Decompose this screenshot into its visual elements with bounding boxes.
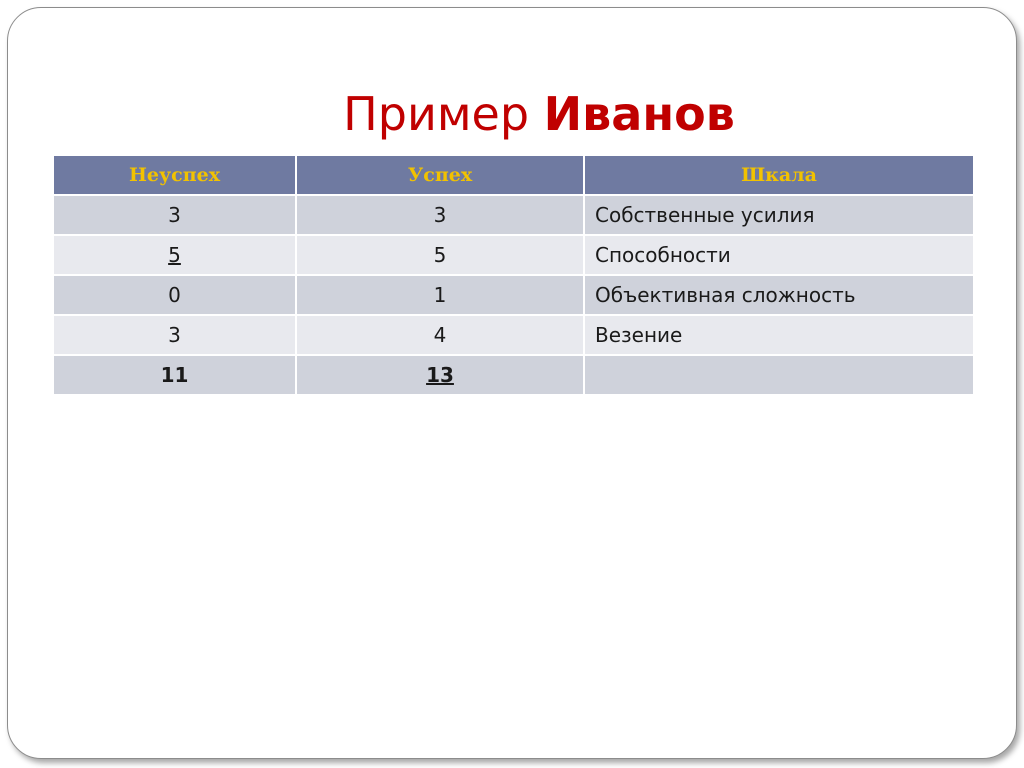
total-failure: 11 (53, 355, 296, 395)
table-row (53, 235, 974, 275)
cell-success: 3 (296, 195, 584, 235)
totals-row (53, 355, 974, 395)
table-row (53, 195, 974, 235)
cell-success: 5 (296, 235, 584, 275)
header-success: Успех (296, 156, 584, 195)
cell-scale: Собственные усилия (584, 195, 974, 235)
scores-table (52, 156, 975, 396)
title-name: Иванов (543, 87, 735, 141)
total-success: 13 (426, 363, 454, 387)
table-row (53, 275, 974, 315)
cell-scale: Везение (584, 315, 974, 355)
cell-failure: 3 (53, 315, 296, 355)
total-scale (584, 355, 974, 395)
total-success-cell (296, 355, 584, 395)
title-prefix: Пример (343, 87, 530, 141)
cell-failure: 3 (53, 195, 296, 235)
cell-success: 4 (296, 315, 584, 355)
cell-failure: 0 (53, 275, 296, 315)
cell-failure (53, 235, 296, 275)
header-scale: Шкала (584, 156, 974, 195)
table-header-row (53, 156, 974, 195)
cell-scale: Способности (584, 235, 974, 275)
cell-failure-value: 5 (168, 243, 181, 267)
cell-scale: Объективная сложность (584, 275, 974, 315)
table-row (53, 315, 974, 355)
header-failure: Неуспех (53, 156, 296, 195)
cell-success: 1 (296, 275, 584, 315)
slide-title (0, 84, 1024, 144)
